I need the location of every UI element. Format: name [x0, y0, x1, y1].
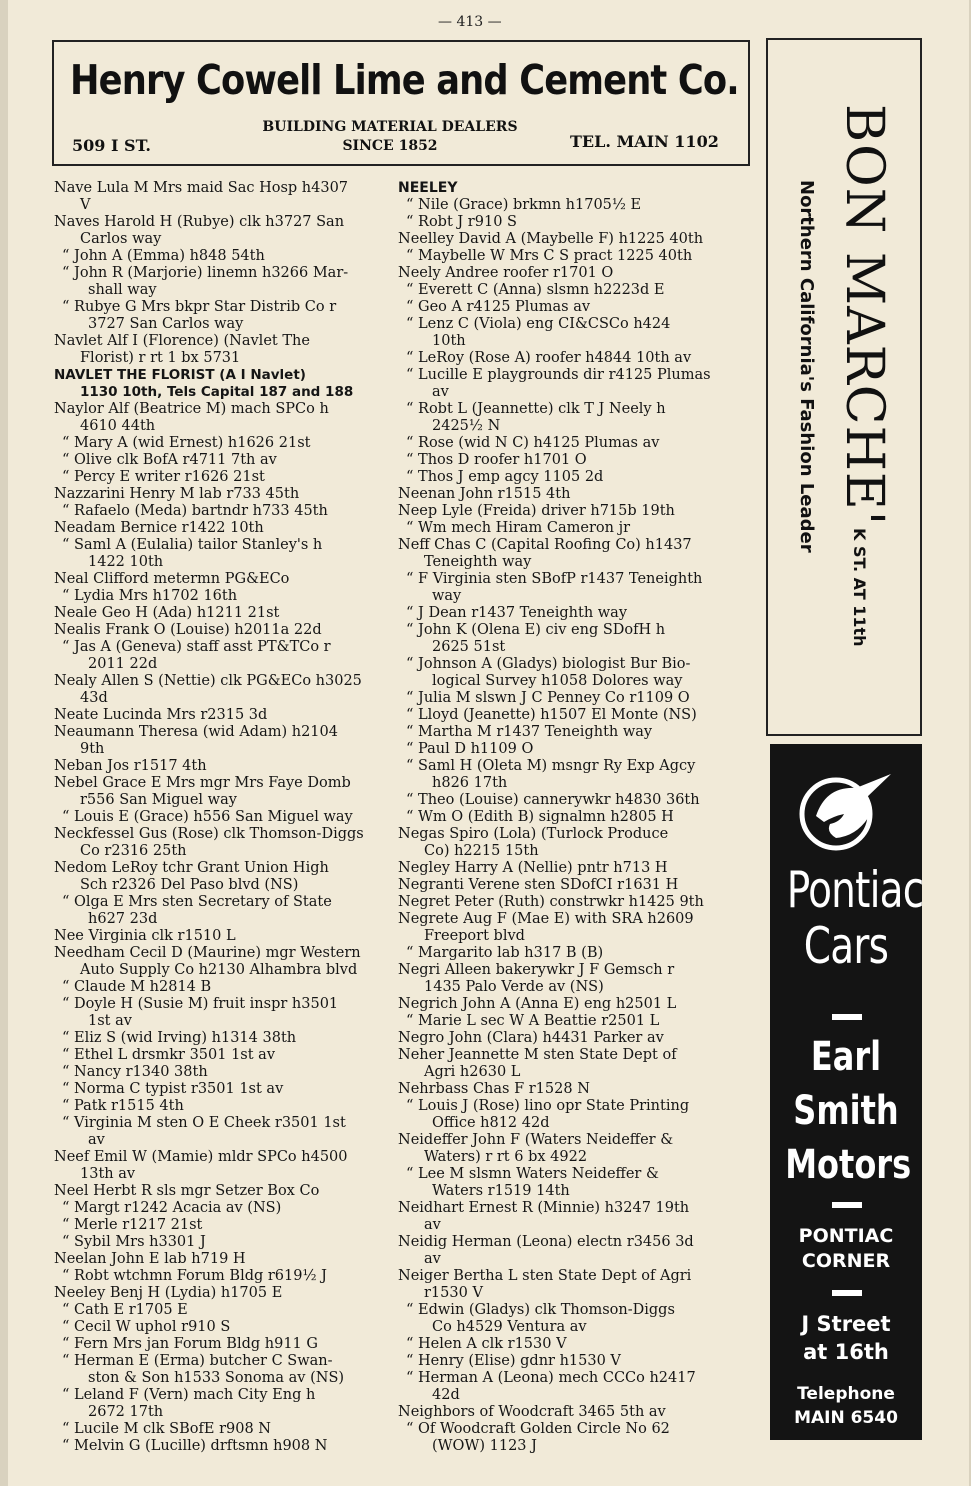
entry-line: Neeley Benj H (Lydia) h1705 E	[54, 1285, 283, 1301]
entry-line: “ Julia M slswn J C Penney Co r1109 O	[406, 690, 690, 706]
entry-line: “ Olive clk BofA r4711 7th av	[62, 452, 277, 468]
corner-line2: CORNER	[801, 1250, 891, 1272]
entry-continuation: shall way	[88, 282, 157, 298]
entry-line: Negret Peter (Ruth) constrwkr h1425 9th	[398, 894, 704, 910]
entry-line: “ Percy E writer r1626 21st	[62, 469, 265, 485]
entry-line: “ Saml A (Eulalia) tailor Stanley's h	[62, 537, 323, 553]
directory-entry	[398, 656, 760, 690]
entry-continuation: Sch r2326 Del Paso blvd (NS)	[80, 877, 299, 893]
entry-continuation: 2011 22d	[88, 656, 158, 672]
pontiac-corner	[770, 1224, 922, 1274]
phone-line1: Telephone	[797, 1384, 895, 1404]
entry-line: “ Rafaelo (Meda) bartndr h733 45th	[62, 503, 328, 519]
entry-line: “ Thos J emp agcy 1105 2d	[406, 469, 604, 485]
directory-entry	[54, 469, 390, 486]
dealer-line2: Smith	[793, 1088, 899, 1134]
directory-entry	[398, 1081, 760, 1098]
entry-line: Naves Harold H (Rubye) clk h3727 San	[54, 214, 345, 230]
entry-line: “ Thos D roofer h1701 O	[406, 452, 587, 468]
entry-line: Neelan John E lab h719 H	[54, 1251, 246, 1267]
entry-line: “ Wm O (Edith B) signalmn h2805 H	[406, 809, 674, 825]
directory-entry	[54, 775, 390, 809]
directory-entry	[398, 894, 760, 911]
ad-telephone: TEL. MAIN 1102	[570, 132, 719, 151]
entry-line: “ Paul D h1109 O	[406, 741, 534, 757]
pontiac-line1: Pontiac	[786, 861, 924, 919]
directory-entry	[398, 741, 760, 758]
phone-line2: MAIN 6540	[794, 1408, 898, 1428]
directory-entry	[398, 367, 760, 401]
entry-line: Neban Jos r1517 4th	[54, 758, 207, 774]
entry-line: Neaumann Theresa (wid Adam) h2104	[54, 724, 338, 740]
bon-marche-name: BON MARCHE'	[834, 104, 894, 527]
entry-continuation: logical Survey h1058 Dolores way	[432, 673, 683, 689]
directory-entry	[54, 1081, 390, 1098]
dealer-line3: Motors	[785, 1142, 912, 1188]
entry-line: “ Johnson A (Gladys) biologist Bur Bio-	[406, 656, 691, 672]
entry-line: “ Martha M r1437 Teneighth way	[406, 724, 653, 740]
directory-entry	[398, 1166, 760, 1200]
entry-line: “ Everett C (Anna) slsmn h2223d E	[406, 282, 665, 298]
directory-entry	[398, 690, 760, 707]
entry-line: “ Rubye G Mrs bkpr Star Distrib Co r	[62, 299, 337, 315]
entry-line: “ F Virginia sten SBofP r1437 Teneighth	[406, 571, 703, 587]
directory-entry	[54, 1047, 390, 1064]
directory-entry	[398, 1013, 760, 1030]
entry-line: Neale Geo H (Ada) h1211 21st	[54, 605, 280, 621]
directory-entry	[398, 1234, 760, 1268]
directory-entry	[54, 1234, 390, 1251]
entry-line: “ Herman A (Leona) mech CCCo h2417	[406, 1370, 696, 1386]
directory-entry	[54, 248, 390, 265]
entry-line: Nealis Frank O (Louise) h2011a 22d	[54, 622, 322, 638]
dealer-address	[770, 1310, 922, 1366]
entry-continuation: (WOW) 1123 J	[432, 1438, 537, 1454]
entry-line: “ Leland F (Vern) mach City Eng h	[62, 1387, 316, 1403]
directory-entry	[398, 945, 760, 962]
directory-column-left	[54, 180, 390, 1455]
entry-line: Nave Lula M Mrs maid Sac Hosp h4307	[54, 180, 349, 196]
entry-line: Neff Chas C (Capital Roofing Co) h1437	[398, 537, 692, 553]
entry-line: Needham Cecil D (Maurine) mgr Western	[54, 945, 361, 961]
entry-line: Negranti Verene sten SDofCI r1631 H	[398, 877, 679, 893]
entry-continuation: way	[432, 588, 462, 604]
entry-line: Neenan John r1515 4th	[398, 486, 571, 502]
entry-line: “ Fern Mrs jan Forum Bldg h911 G	[62, 1336, 318, 1352]
dealer-phone	[770, 1382, 922, 1430]
directory-entry	[54, 1336, 390, 1353]
entry-continuation: Co r2316 25th	[80, 843, 187, 859]
directory-entry	[398, 537, 760, 571]
directory-entry	[54, 996, 390, 1030]
entry-line: “ Lucile M clk SBofE r908 N	[62, 1421, 271, 1437]
entry-continuation: 2672 17th	[88, 1404, 164, 1420]
ad-company-name: Henry Cowell Lime and Cement Co.	[70, 56, 739, 104]
pontiac-advertisement	[770, 744, 922, 1440]
directory-entry	[54, 1285, 390, 1302]
directory-entry	[398, 401, 760, 435]
entry-line: “ Lucille E playgrounds dir r4125 Plumas	[406, 367, 711, 383]
entry-line: “ Virginia M sten O E Cheek r3501 1st	[62, 1115, 346, 1131]
directory-entry	[54, 452, 390, 469]
directory-entry	[54, 724, 390, 758]
directory-entry	[54, 1302, 390, 1319]
entry-continuation: r1530 V	[424, 1285, 483, 1301]
entry-continuation: 43d	[80, 690, 108, 706]
entry-line: Navlet Alf I (Florence) (Navlet The	[54, 333, 310, 349]
dealer-name	[785, 1030, 912, 1192]
entry-line: Nehrbass Chas F r1528 N	[398, 1081, 590, 1097]
entry-line: Neidig Herman (Leona) electn r3456 3d	[398, 1234, 694, 1250]
directory-entry	[54, 1319, 390, 1336]
entry-line: “ John R (Marjorie) linemn h3266 Mar-	[62, 265, 349, 281]
directory-entry	[54, 214, 390, 248]
directory-entry	[398, 180, 760, 197]
directory-entry	[54, 1438, 390, 1455]
entry-line: “ Sybil Mrs h3301 J	[62, 1234, 206, 1250]
directory-entry	[54, 1251, 390, 1268]
directory-entry	[54, 707, 390, 724]
entry-continuation: Co h4529 Ventura av	[432, 1319, 587, 1335]
entry-continuation: Waters) r rt 6 bx 4922	[424, 1149, 588, 1165]
entry-continuation: 1130 10th, Tels Capital 187 and 188	[80, 384, 354, 400]
directory-entry	[54, 1115, 390, 1149]
entry-line: “ Robt L (Jeannette) clk T J Neely h	[406, 401, 666, 417]
directory-entry	[54, 809, 390, 826]
entry-continuation: Teneighth way	[424, 554, 532, 570]
entry-line: Negri Alleen bakerywkr J F Gemsch r	[398, 962, 675, 978]
directory-entry	[398, 1404, 760, 1421]
entry-line: Neadam Bernice r1422 10th	[54, 520, 264, 536]
pontiac-indian-head-icon	[796, 766, 896, 856]
entry-line: Nazzarini Henry M lab r733 45th	[54, 486, 300, 502]
entry-line: “ Lydia Mrs h1702 16th	[62, 588, 238, 604]
entry-continuation: Florist) r rt 1 bx 5731	[80, 350, 241, 366]
entry-line: “ Nancy r1340 38th	[62, 1064, 208, 1080]
directory-entry	[398, 350, 760, 367]
directory-entry	[54, 979, 390, 996]
bon-marche-location: K ST. AT 11th	[850, 528, 869, 647]
entry-continuation: ston & Son h1533 Sonoma av (NS)	[88, 1370, 345, 1386]
entry-line: Negrich John A (Anna E) eng h2501 L	[398, 996, 677, 1012]
directory-entry	[398, 486, 760, 503]
directory-entry	[398, 860, 760, 877]
directory-entry	[54, 1183, 390, 1200]
ad-tagline: BUILDING MATERIAL DEALERS	[262, 119, 518, 135]
entry-line: Neighbors of Woodcraft 3465 5th av	[398, 1404, 666, 1420]
entry-line: “ John K (Olena E) civ eng SDofH h	[406, 622, 666, 638]
directory-entry	[54, 1098, 390, 1115]
directory-entry	[398, 809, 760, 826]
directory-entry	[398, 605, 760, 622]
directory-entry	[398, 707, 760, 724]
bon-marche-tagline: Northern California's Fashion Leader	[796, 180, 817, 553]
directory-column-right	[398, 180, 760, 1455]
directory-entry	[398, 503, 760, 520]
entry-continuation: 42d	[432, 1387, 460, 1403]
entry-line: “ Melvin G (Lucille) drftsmn h908 N	[62, 1438, 328, 1454]
directory-entry	[398, 435, 760, 452]
entry-line: “ Helen A clk r1530 V	[406, 1336, 567, 1352]
street-line2: at 16th	[803, 1340, 889, 1364]
directory-entry	[398, 469, 760, 486]
entry-continuation: 10th	[432, 333, 466, 349]
directory-page	[8, 0, 969, 1486]
directory-entry	[398, 622, 760, 656]
entry-line: Neal Clifford metermn PG&ECo	[54, 571, 290, 587]
ad-tagline-block	[258, 118, 522, 156]
directory-entry	[398, 265, 760, 282]
entry-continuation: Auto Supply Co h2130 Alhambra blvd	[80, 962, 358, 978]
directory-entry	[54, 503, 390, 520]
directory-entry	[54, 367, 390, 401]
entry-line: NAVLET THE FLORIST (A I Navlet)	[54, 367, 306, 383]
entry-continuation: av	[432, 384, 449, 400]
entry-line: “ Edwin (Gladys) clk Thomson-Diggs	[406, 1302, 675, 1318]
pontiac-title	[786, 861, 924, 975]
directory-entry	[54, 1030, 390, 1047]
directory-entry	[54, 673, 390, 707]
directory-entry	[54, 435, 390, 452]
directory-entry	[54, 180, 390, 214]
ad-since: SINCE 1852	[342, 138, 438, 154]
directory-entry	[398, 911, 760, 945]
pontiac-line2: Cars	[803, 917, 889, 975]
entry-line: Nealy Allen S (Nettie) clk PG&ECo h3025	[54, 673, 362, 689]
divider-bar	[832, 1290, 862, 1296]
entry-continuation: 2625 51st	[432, 639, 506, 655]
entry-continuation: av	[88, 1132, 105, 1148]
entry-continuation: 1st av	[88, 1013, 132, 1029]
entry-line: Neidhart Ernest R (Minnie) h3247 19th	[398, 1200, 690, 1216]
directory-entry	[398, 299, 760, 316]
entry-line: “ LeRoy (Rose A) roofer h4844 10th av	[406, 350, 692, 366]
entry-continuation: Co) h2215 15th	[424, 843, 539, 859]
entry-line: Negley Harry A (Nellie) pntr h713 H	[398, 860, 668, 876]
directory-entry	[54, 520, 390, 537]
entry-line: Negrete Aug F (Mae E) with SRA h2609	[398, 911, 694, 927]
entry-line: Neher Jeannette M sten State Dept of	[398, 1047, 677, 1063]
entry-continuation: 3727 San Carlos way	[88, 316, 244, 332]
directory-entry	[398, 316, 760, 350]
directory-entry	[54, 758, 390, 775]
directory-entry	[398, 1132, 760, 1166]
entry-line: “ Marie L sec W A Beattie r2501 L	[406, 1013, 660, 1029]
page-number: — 413 —	[438, 14, 502, 30]
directory-entry	[398, 571, 760, 605]
directory-entry	[54, 1149, 390, 1183]
directory-entry	[398, 1370, 760, 1404]
directory-entry	[54, 1200, 390, 1217]
entry-line: “ Henry (Elise) gdnr h1530 V	[406, 1353, 621, 1369]
entry-line: “ Lenz C (Viola) eng CI&CSCo h424	[406, 316, 671, 332]
entry-line: Naylor Alf (Beatrice M) mach SPCo h	[54, 401, 329, 417]
directory-entry	[54, 571, 390, 588]
entry-line: “ Louis J (Rose) lino opr State Printing	[406, 1098, 690, 1114]
directory-entry	[398, 1268, 760, 1302]
directory-entry	[398, 282, 760, 299]
entry-line: “ Mary A (wid Ernest) h1626 21st	[62, 435, 311, 451]
entry-continuation: Freeport blvd	[424, 928, 525, 944]
entry-line: Neiger Bertha L sten State Dept of Agri	[398, 1268, 692, 1284]
directory-entry	[398, 758, 760, 792]
entry-line: “ Maybelle W Mrs C S pract 1225 40th	[406, 248, 693, 264]
entry-line: “ Wm mech Hiram Cameron jr	[406, 520, 631, 536]
entry-line: Nee Virginia clk r1510 L	[54, 928, 236, 944]
entry-line: “ Eliz S (wid Irving) h1314 38th	[62, 1030, 297, 1046]
directory-entry	[54, 894, 390, 928]
entry-line: Neate Lucinda Mrs r2315 3d	[54, 707, 268, 723]
entry-continuation: av	[424, 1251, 441, 1267]
directory-entry	[398, 452, 760, 469]
entry-line: “ Merle r1217 21st	[62, 1217, 203, 1233]
ad-address: 509 I ST.	[72, 136, 151, 155]
entry-line: “ Lee M slsmn Waters Neideffer &	[406, 1166, 659, 1182]
entry-continuation: V	[80, 197, 91, 213]
directory-entry	[54, 588, 390, 605]
entry-continuation: 1435 Palo Verde av (NS)	[424, 979, 604, 995]
directory-entry	[398, 248, 760, 265]
entry-line: “ Cath E r1705 E	[62, 1302, 188, 1318]
entry-line: “ Margarito lab h317 B (B)	[406, 945, 604, 961]
divider-bar	[832, 1014, 862, 1020]
directory-entry	[54, 1268, 390, 1285]
entry-line: Neel Herbt R sls mgr Setzer Box Co	[54, 1183, 320, 1199]
entry-line: “ Nile (Grace) brkmn h1705½ E	[406, 197, 642, 213]
directory-entry	[398, 197, 760, 214]
entry-line: “ Olga E Mrs sten Secretary of State	[62, 894, 332, 910]
entry-line: “ Robt wtchmn Forum Bldg r619½ J	[62, 1268, 327, 1284]
entry-line: “ Herman E (Erma) butcher C Swan-	[62, 1353, 333, 1369]
entry-line: Neely Andree roofer r1701 O	[398, 265, 614, 281]
directory-entry	[398, 1421, 760, 1455]
directory-entry	[398, 520, 760, 537]
entry-line: “ Louis E (Grace) h556 San Miguel way	[62, 809, 353, 825]
entry-continuation: 9th	[80, 741, 105, 757]
entry-continuation: Carlos way	[80, 231, 162, 247]
entry-continuation: 13th av	[80, 1166, 136, 1182]
directory-entry	[398, 1302, 760, 1336]
entry-line: Neideffer John F (Waters Neideffer &	[398, 1132, 674, 1148]
entry-line: “ Margt r1242 Acacia av (NS)	[62, 1200, 282, 1216]
entry-line: “ Of Woodcraft Golden Circle No 62	[406, 1421, 670, 1437]
entry-line: “ Lloyd (Jeanette) h1507 El Monte (NS)	[406, 707, 697, 723]
entry-line: Negro John (Clara) h4431 Parker av	[398, 1030, 664, 1046]
directory-entry	[54, 1353, 390, 1387]
entry-line: “ John A (Emma) h848 54th	[62, 248, 265, 264]
divider-bar	[832, 1202, 862, 1208]
directory-entry	[398, 1353, 760, 1370]
street-line1: J Street	[801, 1312, 891, 1336]
directory-entry	[54, 605, 390, 622]
directory-entry	[398, 826, 760, 860]
directory-entry	[398, 962, 760, 996]
directory-entry	[54, 639, 390, 673]
entry-line: “ Patk r1515 4th	[62, 1098, 184, 1114]
directory-entry	[54, 333, 390, 367]
directory-entry	[54, 945, 390, 979]
entry-continuation: r556 San Miguel way	[80, 792, 237, 808]
bon-marche-advertisement	[766, 38, 922, 736]
entry-line: NEELEY	[398, 180, 458, 196]
directory-entry	[398, 724, 760, 741]
directory-entry	[398, 1200, 760, 1234]
directory-entry	[54, 1064, 390, 1081]
directory-entry	[398, 996, 760, 1013]
entry-continuation: Agri h2630 L	[424, 1064, 521, 1080]
corner-line1: PONTIAC	[798, 1225, 894, 1247]
directory-entry	[54, 826, 390, 860]
entry-continuation: 2425½ N	[432, 418, 501, 434]
entry-continuation: 4610 44th	[80, 418, 156, 434]
directory-entry	[398, 1098, 760, 1132]
dealer-line1: Earl	[810, 1034, 882, 1080]
entry-continuation: 1422 10th	[88, 554, 164, 570]
entry-line: “ Jas A (Geneva) staff asst PT&TCo r	[62, 639, 331, 655]
entry-line: Neep Lyle (Freida) driver h715b 19th	[398, 503, 675, 519]
entry-line: “ Theo (Louise) cannerywkr h4830 36th	[406, 792, 700, 808]
directory-entry	[54, 486, 390, 503]
directory-entry	[398, 231, 760, 248]
directory-entry	[54, 1217, 390, 1234]
directory-entry	[54, 928, 390, 945]
directory-entry	[398, 214, 760, 231]
directory-entry	[54, 299, 390, 333]
entry-continuation: Office h812 42d	[432, 1115, 550, 1131]
entry-line: Neef Emil W (Mamie) mldr SPCo h4500	[54, 1149, 348, 1165]
entry-continuation: Waters r1519 14th	[432, 1183, 570, 1199]
entry-line: Negas Spiro (Lola) (Turlock Produce	[398, 826, 669, 842]
entry-line: “ Ethel L drsmkr 3501 1st av	[62, 1047, 276, 1063]
entry-continuation: av	[424, 1217, 441, 1233]
directory-entry	[54, 622, 390, 639]
entry-continuation: h627 23d	[88, 911, 158, 927]
entry-line: “ Norma C typist r3501 1st av	[62, 1081, 284, 1097]
entry-line: “ Claude M h2814 B	[62, 979, 212, 995]
directory-entry	[398, 1030, 760, 1047]
entry-line: Nebel Grace E Mrs mgr Mrs Faye Domb	[54, 775, 351, 791]
directory-entry	[54, 1421, 390, 1438]
entry-line: Nedom LeRoy tchr Grant Union High	[54, 860, 329, 876]
entry-line: “ J Dean r1437 Teneighth way	[406, 605, 628, 621]
entry-line: “ Robt J r910 S	[406, 214, 517, 230]
header-advertisement	[52, 40, 750, 166]
directory-entry	[54, 401, 390, 435]
entry-line: “ Geo A r4125 Plumas av	[406, 299, 591, 315]
directory-entry	[398, 1336, 760, 1353]
directory-entry	[54, 265, 390, 299]
directory-entry	[398, 877, 760, 894]
entry-line: Neckfessel Gus (Rose) clk Thomson-Diggs	[54, 826, 364, 842]
directory-entry	[54, 1387, 390, 1421]
entry-line: “ Saml H (Oleta M) msngr Ry Exp Agcy	[406, 758, 696, 774]
directory-entry	[54, 860, 390, 894]
entry-line: “ Cecil W uphol r910 S	[62, 1319, 231, 1335]
entry-line: “ Doyle H (Susie M) fruit inspr h3501	[62, 996, 339, 1012]
entry-line: “ Rose (wid N C) h4125 Plumas av	[406, 435, 660, 451]
directory-entry	[398, 1047, 760, 1081]
directory-entry	[398, 792, 760, 809]
entry-line: Neelley David A (Maybelle F) h1225 40th	[398, 231, 704, 247]
entry-continuation: h826 17th	[432, 775, 508, 791]
directory-entry	[54, 537, 390, 571]
